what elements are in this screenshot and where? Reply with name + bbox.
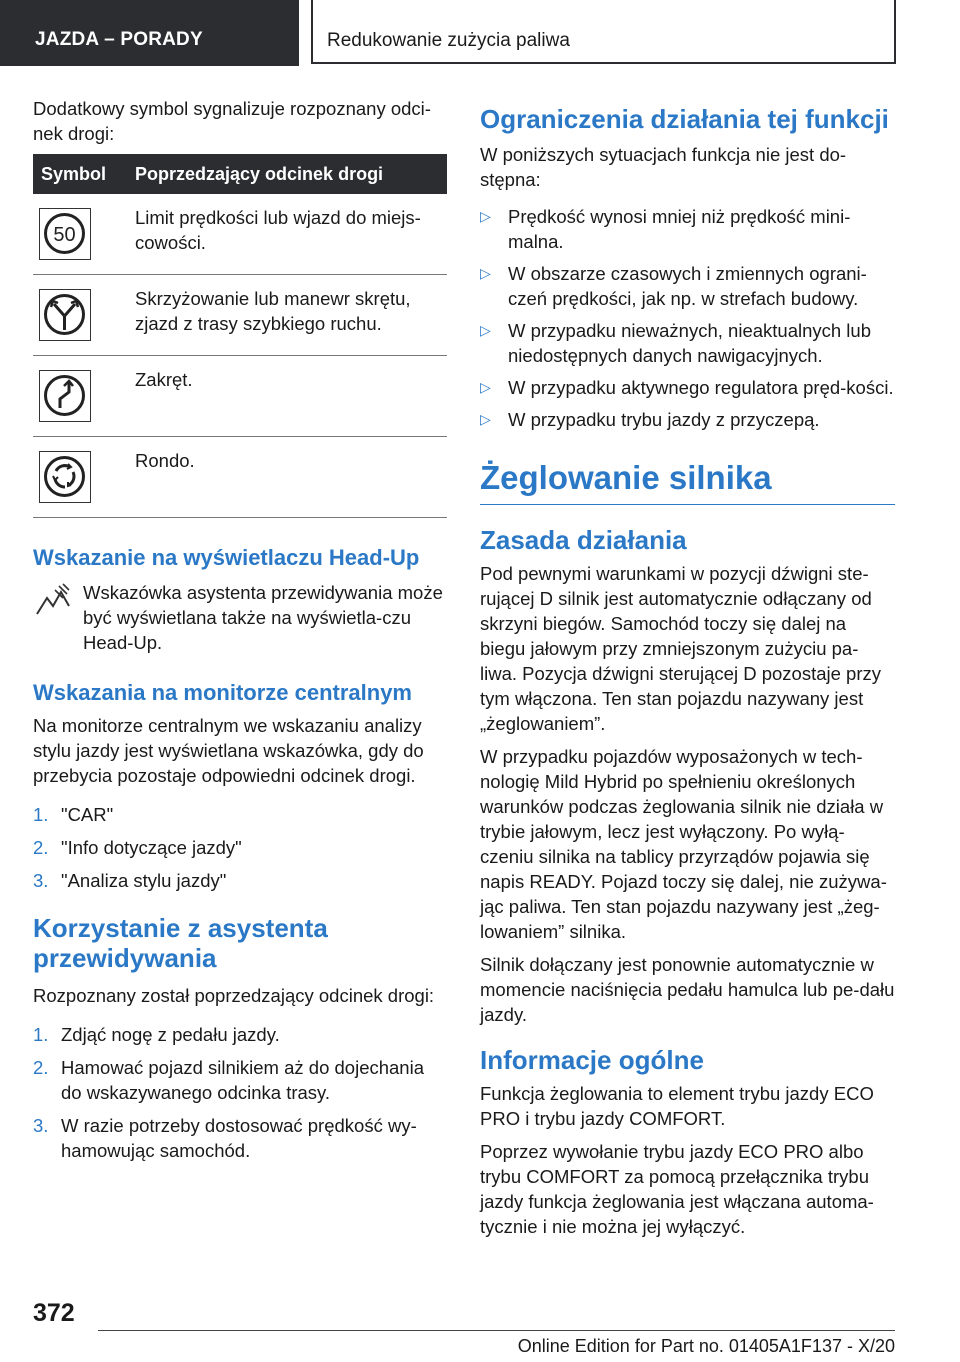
step-number: 2. [33, 1057, 49, 1078]
list-item [33, 802, 447, 827]
general-heading: Informacje ogólne [480, 1045, 704, 1075]
step-text: "Info dotyczące jazdy" [61, 837, 242, 858]
roundabout-icon [39, 451, 91, 503]
list-item [33, 1113, 447, 1163]
step-number: 1. [33, 804, 49, 825]
speed-limit-50-icon [39, 208, 91, 260]
list-item [33, 1022, 447, 1047]
step-text: "CAR" [61, 804, 114, 825]
general-p2: Poprzez wywołanie trybu jazdy ECO PRO albo trybu COMFORT za pomocą przełącznika trybu jazdy funkcja żeglowania jest włączana automa-tycznie i nie można jej wyłączyć. [480, 1141, 874, 1237]
coasting-heading: Żeglowanie silnika [480, 458, 895, 505]
right-column [480, 104, 895, 1247]
limits-heading: Ograniczenia działania tej funkcji [480, 104, 889, 134]
general-p1: Funkcja żeglowania to element trybu jazdy ECO PRO i trybu jazdy COMFORT. [480, 1083, 874, 1129]
header-page-title: Redukowanie zużycia paliwa [311, 0, 896, 64]
use-text: Rozpoznany został poprzedzający odcinek drogi: [33, 985, 435, 1006]
table-intro: Dodatkowy symbol sygnalizuje rozpoznany odci-nek drogi: [33, 98, 431, 144]
triangle-marker-icon: ▷ [480, 379, 491, 395]
triangle-marker-icon: ▷ [480, 411, 491, 427]
table-cell-text: Zakręt. [127, 356, 447, 437]
step-number: 1. [33, 1024, 49, 1045]
list-item-text: Prędkość wynosi mniej niż prędkość mini-malna. [508, 206, 851, 252]
curve-icon [39, 370, 91, 422]
hud-text: Wskazówka asystenta przewidywania może być wyświetlana także na wyświetla-czu Head-Up. [83, 582, 443, 653]
list-item [480, 204, 895, 254]
list-item [33, 1055, 447, 1105]
page-number: 372 [33, 1299, 75, 1327]
principle-p1: Pod pewnymi warunkami w pozycji dźwigni ste-rującej D silnik jest automatycznie odłączany od skrzyni biegów. Samochód toczy się dalej na biegu jałowym przy zmniejszonym zużyciu pa-liwa. Pozycja dźwigni sterującej D pozostaje przy tym włączona. Ten stan pojazdu nazywany jest „żeglowaniem”. [480, 563, 882, 734]
table-row [33, 275, 447, 356]
list-item [480, 407, 895, 432]
list-item [480, 375, 895, 400]
triangle-marker-icon: ▷ [480, 208, 491, 224]
step-number: 3. [33, 870, 49, 891]
triangle-marker-icon: ▷ [480, 265, 491, 281]
list-item [33, 835, 447, 860]
list-item [33, 868, 447, 893]
hud-info-icon [33, 580, 73, 620]
table-cell-text: Limit prędkości lub wjazd do miejs-cowości. [127, 194, 447, 275]
svg-text:50: 50 [53, 224, 76, 246]
step-number: 2. [33, 837, 49, 858]
monitor-steps [33, 802, 447, 893]
footer-divider [98, 1330, 895, 1331]
triangle-marker-icon: ▷ [480, 322, 491, 338]
footer-edition: Online Edition for Part no. 01405A1F137 - X/20 [517, 1336, 895, 1356]
step-number: 3. [33, 1115, 49, 1136]
table-header-description: Poprzedzający odcinek drogi [127, 154, 447, 194]
principle-heading: Zasada działania [480, 525, 687, 555]
left-column [33, 96, 447, 1171]
monitor-text: Na monitorze centralnym we wskazaniu analizy stylu jazdy jest wyświetlana wskazówka, gdy do przebycia pozostaje odpowiedni odcinek drogi. [33, 715, 424, 786]
step-text: "Analiza stylu jazdy" [61, 870, 227, 891]
symbol-table [33, 154, 447, 518]
step-text: Hamować pojazd silnikiem aż do dojechania do wskazywanego odcinka trasy. [61, 1057, 424, 1103]
table-row [33, 356, 447, 437]
principle-p2: W przypadku pojazdów wyposażonych w tech-nologię Mild Hybrid po spełnieniu określonych warunków podczas żeglowania silnik nie działa w trybie jałowym, lecz jest wyłączony. Po wyłą-czeniu silnika na tablicy przyrządów pojawia się napis READY. Pojazd toczy się dalej, nie zużywa-jąc paliwa. Ten stan pojazdu nazywany jest „żeg-lowaniem” silnika. [480, 746, 887, 942]
list-item-text: W przypadku aktywnego regulatora pręd-kości. [508, 377, 894, 398]
list-item-text: W przypadku nieważnych, nieaktualnych lub niedostępnych danych nawigacyjnych. [508, 320, 871, 366]
hud-heading: Wskazanie na wyświetlaczu Head-Up [33, 545, 420, 570]
table-row [33, 194, 447, 275]
table-cell-text: Skrzyżowanie lub manewr skrętu, zjazd z trasy szybkiego ruchu. [127, 275, 447, 356]
step-text: W razie potrzeby dostosować prędkość wy-hamowując samochód. [61, 1115, 417, 1161]
table-cell-text: Rondo. [127, 437, 447, 518]
list-item [480, 318, 895, 368]
list-item [480, 261, 895, 311]
table-row [33, 437, 447, 518]
limits-list [480, 204, 895, 432]
limits-text: W poniższych sytuacjach funkcja nie jest do-stępna: [480, 144, 847, 190]
hud-block [33, 580, 447, 655]
list-item-text: W obszarze czasowych i zmiennych ograni-czeń prędkości, jak np. w strefach budowy. [508, 263, 867, 309]
use-heading: Korzystanie z asystenta przewidywania [33, 913, 328, 973]
hud-text-start [83, 580, 447, 655]
header-section-tab: JAZDA – PORADY [0, 0, 299, 66]
junction-turn-icon [39, 289, 91, 341]
monitor-heading: Wskazania na monitorze centralnym [33, 680, 412, 705]
table-header-symbol: Symbol [33, 154, 127, 194]
list-item-text: W przypadku trybu jazdy z przyczepą. [508, 409, 820, 430]
use-steps [33, 1022, 447, 1163]
step-text: Zdjąć nogę z pedału jazdy. [61, 1024, 280, 1045]
principle-p3: Silnik dołączany jest ponownie automatycznie w momencie naciśnięcia pedału hamulca lub pe-dału jazdy. [480, 954, 895, 1025]
